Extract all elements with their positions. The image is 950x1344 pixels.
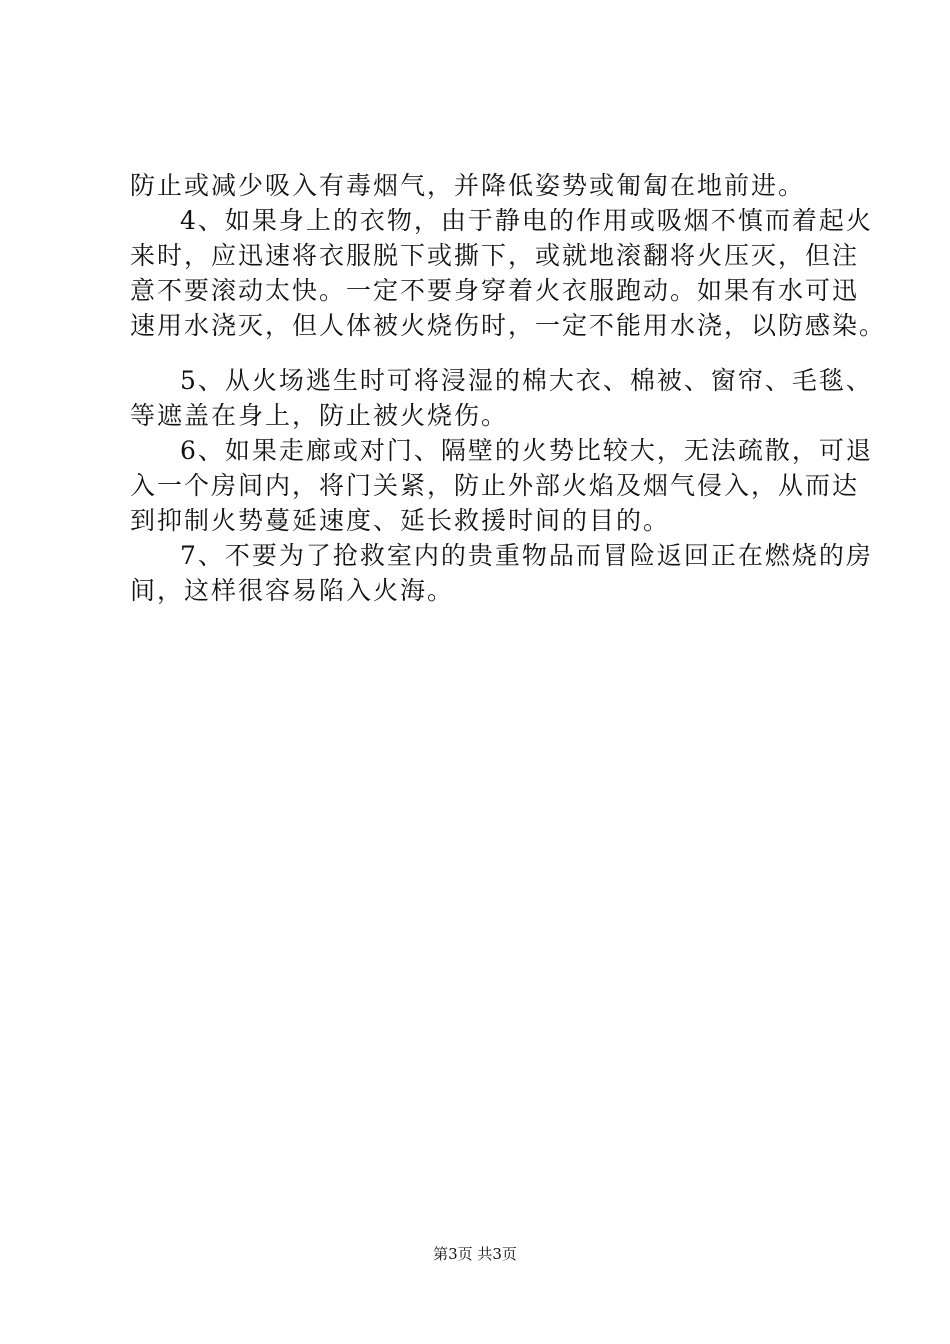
paragraph-line: 防止或减少吸入有毒烟气，并降低姿势或匍匐在地前进。 — [130, 171, 806, 200]
paragraph-line: 4、如果身上的衣物，由于静电的作用或吸烟不慎而着起火 — [180, 206, 873, 235]
paragraph-line: 7、不要为了抢救室内的贵重物品而冒险返回正在燃烧的房 — [180, 541, 873, 570]
paragraph-line: 到抑制火势蔓延速度、延长救援时间的目的。 — [130, 506, 671, 535]
paragraph-line: 5、从火场逃生时可将浸湿的棉大衣、棉被、窗帘、毛毯、 — [180, 366, 873, 395]
paragraph-line: 速用水浇灭，但人体被火烧伤时，一定不能用水浇，以防感染。 — [130, 311, 887, 340]
paragraph-line: 来时，应迅速将衣服脱下或撕下，或就地滚翻将火压灭，但注 — [130, 241, 860, 270]
paragraph-line: 入一个房间内，将门关紧，防止外部火焰及烟气侵入，从而达 — [130, 471, 860, 500]
page-footer — [0, 1244, 950, 1264]
paragraph-line: 等遮盖在身上，防止被火烧伤。 — [130, 401, 509, 430]
paragraph-gap — [130, 343, 850, 363]
page-number: 第3页 共3页 — [433, 1245, 517, 1263]
document-body — [130, 168, 887, 608]
paragraph-line: 意不要滚动太快。一定不要身穿着火衣服跑动。如果有水可迅 — [130, 276, 860, 305]
paragraph-line: 6、如果走廊或对门、隔壁的火势比较大，无法疏散，可退 — [180, 436, 873, 465]
paragraph-line: 间，这样很容易陷入火海。 — [130, 576, 455, 605]
